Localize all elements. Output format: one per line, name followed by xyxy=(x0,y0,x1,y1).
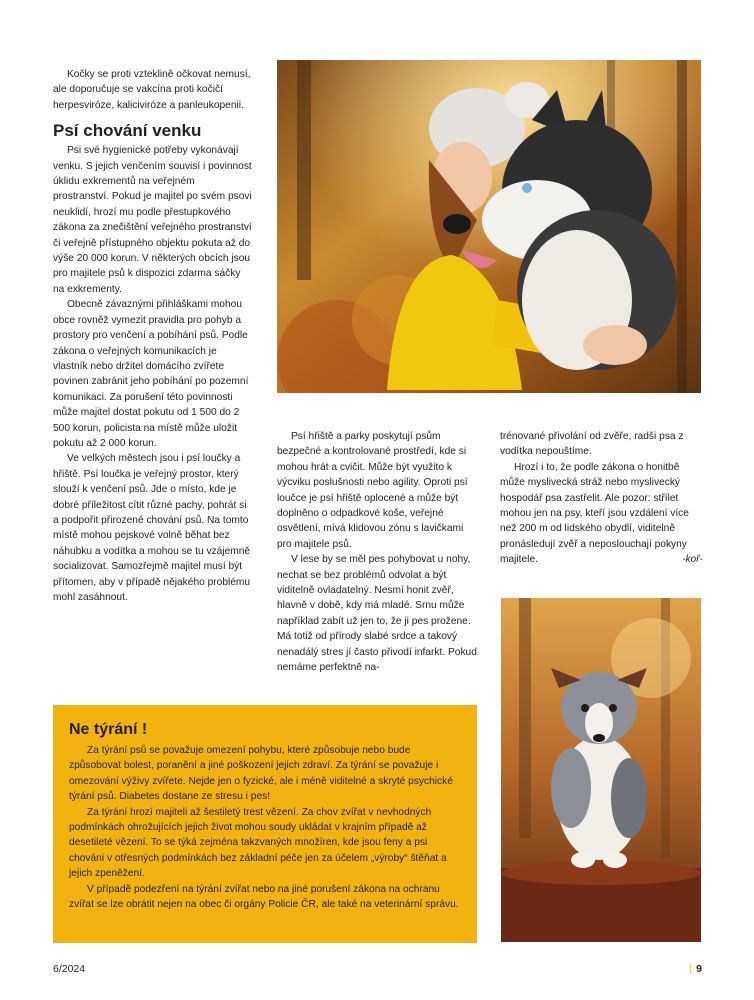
article-column-2 xyxy=(277,429,477,676)
body-paragraph: trénované přivolání od zvěře, radši psa z vodítka nepouštíme. xyxy=(500,431,684,458)
body-paragraph: Ve velkých městech jsou i psí loučky a hřiště. Psí loučka je veřejný prostor, který slouží k venčení psů. Jde o místo, kde je dobré příležitost cítit různé pachy, pohrát si a podpořit přirozené chování psů. Na tomto místě mohou pejskové volně běhat bez náhubku a vodítka a mohou se tu vzájemně socializovat. Samozřejmě majitel musí být přítomen, aby v případě nějakého problému mohl zasáhnout. xyxy=(53,453,251,603)
body-paragraph: Psi své hygienické potřeby vykonávají venku. S jejich venčením souvisí i povinnost úklidu exkrementů na veřejném prostranství. Pokud je majitel po svém psovi neuklidí, hrozí mu podle přestupkového zákona za znečištění veřejného prostranství či veřejně přístupného objektu pokuta až do výše 20 000 korun. V některých obcích jsou pro majitele psů k dispozici zdarma sáčky na exkrementy. xyxy=(53,145,252,295)
section-heading: Psí chování venku xyxy=(53,121,202,141)
author-signature: -koř- xyxy=(682,554,703,566)
body-paragraph: V lese by se měl pes pohybovat u nohy, nechat se bez problémů odvolat a být viditelně ovladatelný. Nesmí honit zvěř, hlavně v době, kdy má mladé. Srnu může například zabít už jen to, že ji pes prožene. Má totiž od přírody slabé srdce a takový nenadálý stres jí často přivodí infarkt. Pokud nemáme perfektně na- xyxy=(277,554,477,674)
info-box-ne-tyrani xyxy=(53,705,477,943)
box-paragraph: Za týrání psů se považuje omezení pohybu, které způsobuje nebo bude způsobovat bolest, poranění a jiné poškození jejich zdraví. Za týrání se považuje i omezování výživy zvířete. Nejde jen o fyzické, ale i méně viditelné a skryté psychické týrání psů. Diabetes dostane ze stresu i pes! xyxy=(69,745,453,803)
body-paragraph: Psí hřiště a parky poskytují psům bezpečné a kontrolované prostředí, kde si mohou hrát a cvičit. Může být využito k výcviku poslušnosti nebo agility. Oproti psí loučce je psí hřiště oplocené a může být doplněno o odpadkové koše, veřejné osvětlení, mívá klidovou zónu s lavičkami pro majitele psů. xyxy=(277,431,468,550)
photo-woman-with-husky xyxy=(277,60,701,393)
photo-australian-shepherd-puppy xyxy=(501,598,701,942)
box-paragraph: Za týrání hrozí majiteli až šestiletý trest vězení. Za chov zvířat v nevhodných podmínkách ohrožujících jejich život mohou soudy ukládat v krajním případě až desetileté vězení. To se týká zejména takzvaných množíren, kde jsou feny a psi chováni v otřesných podmínkách bez základní péče jen za účelem „výroby“ štěňat a jejich zpeněžení. xyxy=(69,806,447,880)
article-column-1 xyxy=(53,67,253,605)
page-number: 9 xyxy=(696,963,702,975)
page-divider: | xyxy=(689,963,693,975)
box-title: Ne týrání ! xyxy=(69,721,148,738)
article-column-3 xyxy=(500,429,703,568)
box-body xyxy=(69,743,465,912)
footer-issue: 6/2024 xyxy=(53,963,86,975)
footer-page-number xyxy=(689,963,702,975)
body-paragraph-text: Hrozí i to, že podle zákona o honitbě může myslivecká stráž nebo myslivecký hospodář psa zastřelit. Ale pozor: střílet mohou jen na psy, kteří jsou vzdálení více než 200 m od lidského obydlí, viditelně pronásledují zvěř a neposlouchají pokyny majitele. xyxy=(500,461,689,566)
box-paragraph: V případě podezření na týrání zvířat nebo na jiné porušení zákona na ochranu zvířat se lze obrátit nejen na obec či orgány Policie ČR, ale také na veterinární správu. xyxy=(69,883,459,911)
body-paragraph: Obecně závaznými přihláškami mohou obce rovněž vymezit pravidla pro pohyb a prostory pro venčení a pobíhání psů. Podle zákona o veřejných komunikacích je vlastník nebo držitel domácího zvířete povinen zabránit jeho pobíhání po pozemní komunikaci. Za porušení této povinnosti může majitel dostat pokutu od 1 500 do 2 500 korun, policista na místě může uložit pokutu až 2 000 korun. xyxy=(53,299,249,449)
body-paragraph xyxy=(500,460,703,568)
intro-paragraph: Kočky se proti vzteklině očkovat nemusí, ale doporučuje se vakcína proti kočičí herpesviróze, kaliciviróze a panleukopenii. xyxy=(53,69,251,111)
